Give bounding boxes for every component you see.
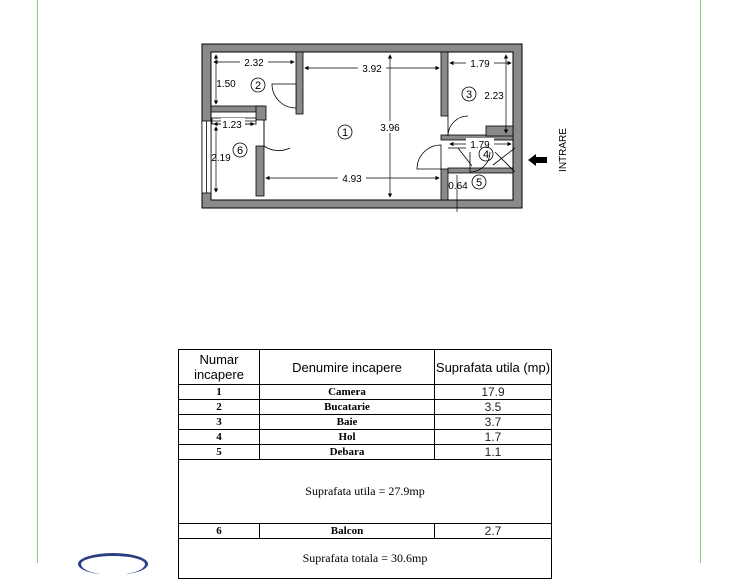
row-area: 3.7 bbox=[435, 415, 552, 430]
table-row bbox=[179, 415, 552, 430]
grand-total-row bbox=[179, 539, 552, 579]
balcony-number: 6 bbox=[179, 524, 260, 539]
row-name: Bucatarie bbox=[260, 400, 435, 415]
room-number-1: 1 bbox=[341, 127, 349, 139]
row-number: 5 bbox=[179, 445, 260, 460]
table-row bbox=[179, 385, 552, 400]
room-number-2: 2 bbox=[254, 80, 262, 92]
dim-room-bottom: 4.93 bbox=[342, 174, 362, 185]
table-header-row bbox=[179, 350, 552, 385]
row-number: 4 bbox=[179, 430, 260, 445]
dim-bath-width: 1.79 bbox=[470, 59, 490, 70]
row-area: 1.7 bbox=[435, 430, 552, 445]
row-number: 1 bbox=[179, 385, 260, 400]
room-area-table bbox=[178, 349, 552, 579]
company-logo bbox=[78, 553, 148, 575]
dim-bath-height: 2.23 bbox=[484, 91, 504, 102]
header-name: Denumire incapere bbox=[260, 350, 435, 385]
table-row bbox=[179, 445, 552, 460]
dim-storage-width: 0.64 bbox=[448, 181, 468, 192]
row-number: 3 bbox=[179, 415, 260, 430]
dim-kitchen-width: 2.32 bbox=[244, 58, 264, 69]
entrance-label: INTRARE bbox=[558, 128, 569, 172]
table-row bbox=[179, 400, 552, 415]
grand-total: Suprafata totala = 30.6mp bbox=[179, 539, 552, 579]
useful-total-row bbox=[179, 460, 552, 524]
balcony-row bbox=[179, 524, 552, 539]
row-name: Camera bbox=[260, 385, 435, 400]
room-number-6: 6 bbox=[236, 145, 244, 157]
dim-room-height: 3.96 bbox=[380, 123, 400, 134]
table-row bbox=[179, 430, 552, 445]
room-number-4: 4 bbox=[482, 149, 490, 161]
useful-total: Suprafata utila = 27.9mp bbox=[179, 460, 552, 524]
header-number: Numar incapere bbox=[179, 350, 260, 385]
balcony-name: Balcon bbox=[260, 524, 435, 539]
header-area: Suprafata utila (mp) bbox=[435, 350, 552, 385]
row-name: Debara bbox=[260, 445, 435, 460]
row-area: 1.1 bbox=[435, 445, 552, 460]
dim-room-width: 3.92 bbox=[362, 64, 382, 75]
entrance-arrow-icon bbox=[528, 154, 547, 166]
balcony-area: 2.7 bbox=[435, 524, 552, 539]
dim-kitchen-height: 1.50 bbox=[216, 79, 236, 90]
dim-hall-width: 1.79 bbox=[470, 140, 490, 151]
dim-balcony-width: 1.23 bbox=[222, 120, 242, 131]
room-number-3: 3 bbox=[465, 89, 473, 101]
row-area: 3.5 bbox=[435, 400, 552, 415]
row-number: 2 bbox=[179, 400, 260, 415]
row-name: Hol bbox=[260, 430, 435, 445]
room-number-5: 5 bbox=[475, 177, 483, 189]
row-area: 17.9 bbox=[435, 385, 552, 400]
row-name: Baie bbox=[260, 415, 435, 430]
dim-balcony-height: 2.19 bbox=[211, 153, 231, 164]
